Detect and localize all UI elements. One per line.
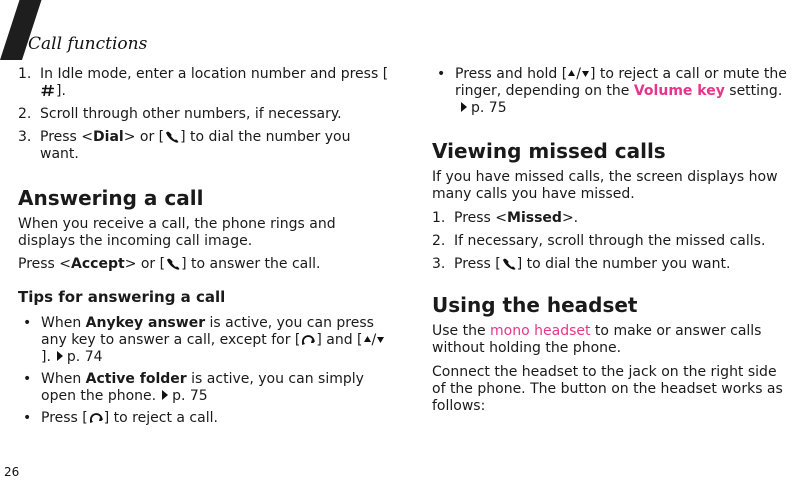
step-number: 3. [432,256,446,272]
setting-active-folder: Active folder [85,371,187,387]
hash-key-icon [40,84,56,96]
text: > or [ [124,256,166,272]
step-text: Press < [40,129,94,145]
bullet: • [23,315,32,331]
list-item [432,66,794,117]
dial-steps-list [18,66,390,163]
text: ] to answer the call. [181,256,321,272]
text: / [576,66,581,82]
step-number: 2. [432,233,446,249]
list-item [432,210,794,227]
missed-steps-list [432,210,794,273]
text: ] to reject a call. [103,410,218,426]
list-item [18,410,390,427]
text: Press < [18,256,72,272]
end-key-icon [300,333,316,345]
list-item [18,66,390,100]
send-key-icon [164,130,180,142]
text: If necessary, scroll through the missed calls. [454,233,766,249]
page-header-title: Call functions [28,34,148,54]
text: Press and hold [ [455,66,568,82]
text: Press [ [454,256,501,272]
end-key-icon [88,411,104,423]
text: / [371,332,377,348]
bullet: • [437,66,446,82]
section-heading-headset: Using the headset [432,293,638,317]
step-text-end: ] to dial the number you want. [40,129,351,162]
mono-headset-link[interactable]: mono headset [490,323,591,339]
step-text: > or [ [123,129,165,145]
text: Use the [432,323,491,339]
text: When [41,315,86,331]
text: When [41,371,86,387]
text: is active, you can press any key to answer a call, except for [ [41,315,374,348]
text: Press < [454,210,508,226]
headset-paragraph [432,323,794,357]
list-item [18,371,390,405]
text: ]. [41,349,51,365]
volume-down-icon [376,333,385,345]
section-heading-missed-calls: Viewing missed calls [432,139,666,163]
subheading-tips: Tips for answering a call [18,288,226,306]
volume-up-icon [363,333,372,345]
list-item [432,233,794,250]
tips-list [18,315,390,427]
bullet: • [23,410,32,426]
softkey-dial: Dial [93,129,124,145]
send-key-icon [165,257,181,269]
text: setting. [724,83,783,99]
bullet: • [23,371,32,387]
page-reference: p. 75 [172,388,208,404]
left-column [18,66,390,432]
step-text: Scroll through other numbers, if necessary. [40,106,342,122]
headset-connect-paragraph: Connect the headset to the jack on the right side of the phone. The button on the headset works as follows: [432,364,783,414]
volume-up-icon [567,67,576,79]
list-item [18,315,390,366]
step-text-end: ]. [56,83,66,99]
right-column [432,66,794,415]
missed-calls-intro: If you have missed calls, the screen displays how many calls you have missed. [432,169,778,202]
page-reference: p. 75 [471,100,507,116]
text: is active, you can simply open the phone. [41,371,364,404]
softkey-missed: Missed [507,210,562,226]
step-number: 1. [432,210,446,226]
softkey-accept: Accept [71,256,125,272]
volume-key-list [432,66,794,117]
answering-instruction [18,256,390,273]
page-reference: p. 74 [66,349,103,365]
text: Press [ [41,410,88,426]
list-item [432,256,794,273]
text: ] to reject a call or mute the ringer, depending on the [455,66,787,99]
answering-paragraph: When you receive a call, the phone rings and displays the incoming call image. [18,216,336,249]
send-key-icon [501,257,517,269]
text: ] to dial the number you want. [516,256,731,272]
text: ] and [ [316,332,363,348]
text: >. [561,210,579,226]
step-number: 2. [18,106,32,122]
page-reference-arrow-icon [162,390,168,400]
page-number: 26 [4,465,20,479]
step-number: 3. [18,129,32,145]
list-item [18,106,390,123]
volume-down-icon [581,67,590,79]
step-number: 1. [18,66,32,82]
step-text: In Idle mode, enter a location number and press [ [40,66,389,82]
text: to make or answer calls without holding the phone. [432,323,762,356]
section-heading-answering: Answering a call [18,186,204,210]
page-reference-arrow-icon [57,351,63,361]
setting-volume-key: Volume key [633,83,725,99]
list-item [18,129,390,163]
page-reference-arrow-icon [461,102,467,112]
setting-anykey-answer: Anykey answer [85,315,206,331]
